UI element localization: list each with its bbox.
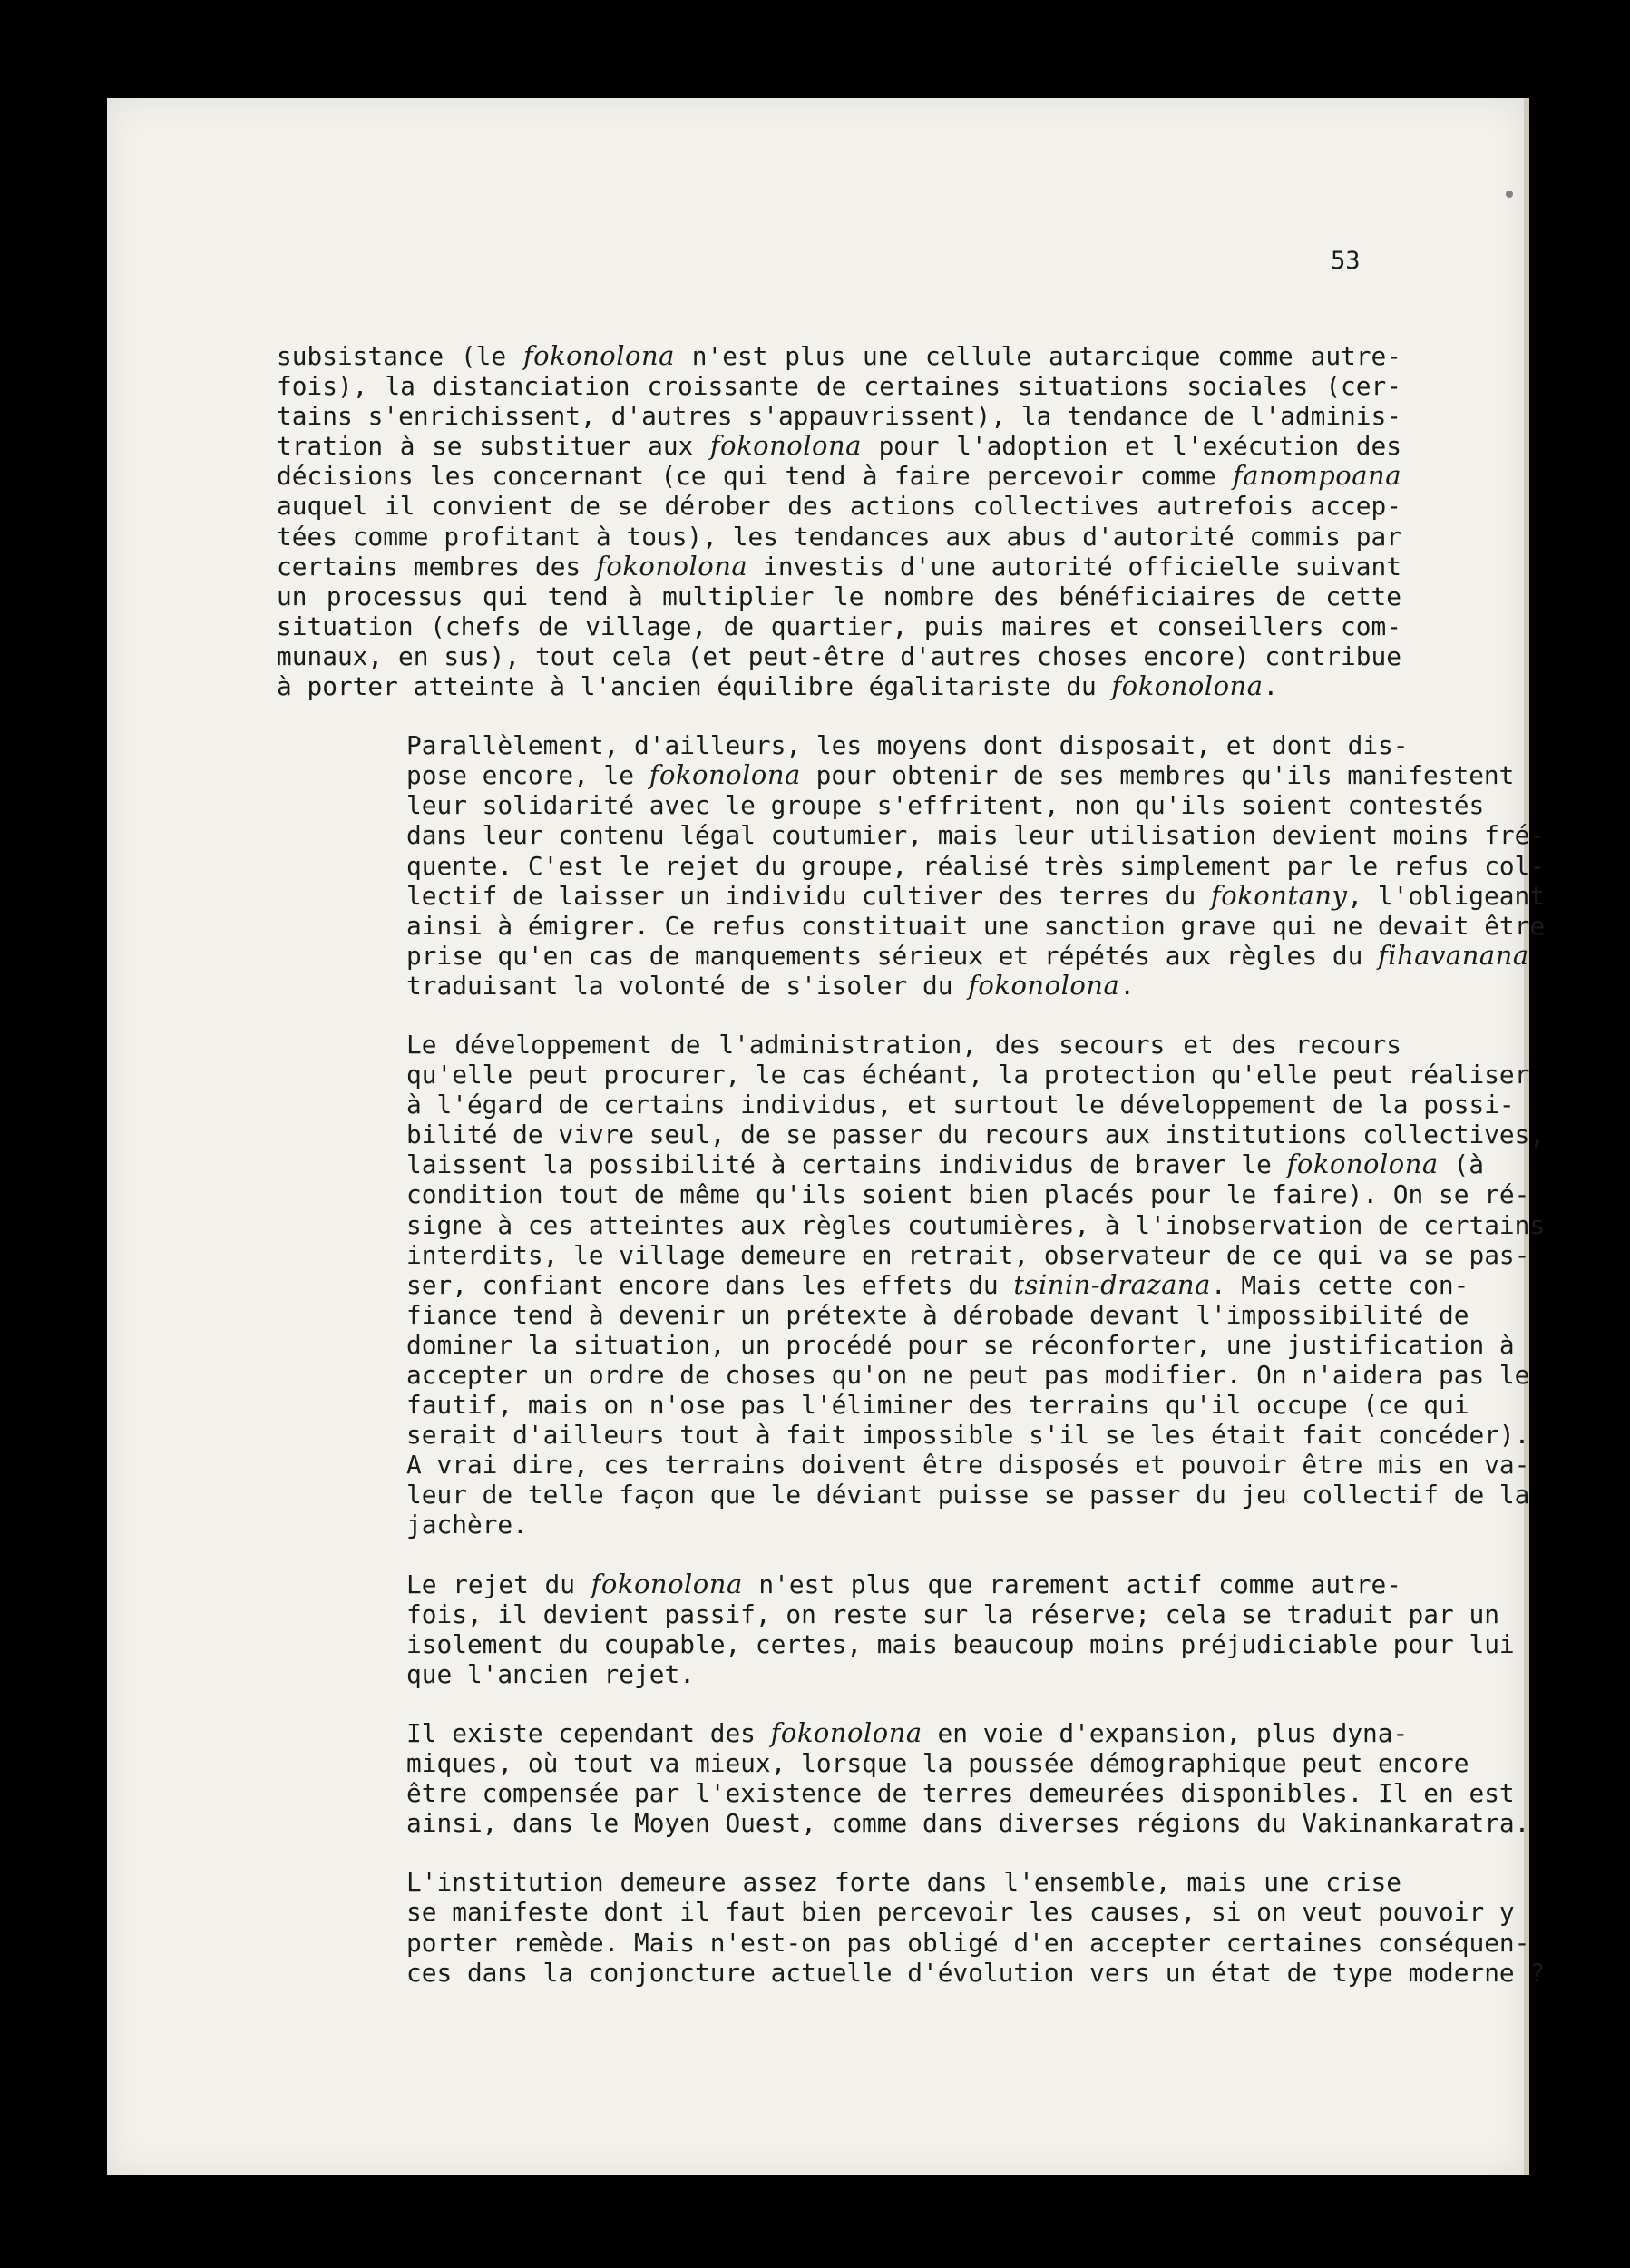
text-line: fois, il devient passif, on reste sur la réserve; cela se traduit par un [406, 1598, 1499, 1629]
text-line: un processus qui tend à multiplier le nombre des bénéficiaires de cette [277, 581, 1401, 611]
text-line: dominer la situation, un procédé pour se réconforter, une justification à [406, 1329, 1515, 1360]
italic-term: fokonolona [770, 1716, 922, 1748]
text-line: à l'égard de certains individus, et surtout le développement de la possi- [406, 1090, 1515, 1120]
text-line: L'institution demeure assez forte dans l'ensemble, mais une crise [406, 1867, 1401, 1898]
paragraph [277, 341, 1401, 701]
paragraph [277, 730, 1546, 1001]
text-line: laissent la possibilité à certains individus de braver le fokonolona (à [406, 1149, 1484, 1180]
text-line: jachère. [406, 1510, 528, 1540]
text-line: interdits, le village demeure en retrait, observateur de ce qui va se pas- [406, 1239, 1530, 1270]
paragraph [277, 1867, 1546, 1988]
text-line: ces dans la conjoncture actuelle d'évolution vers un état de type moderne ? [406, 1957, 1546, 1988]
paragraph [277, 1568, 1515, 1689]
text-line: bilité de vivre seul, de se passer du recours aux institutions collectives, [406, 1119, 1546, 1150]
italic-term: fanompoana [1233, 460, 1401, 492]
text-line: miques, où tout va mieux, lorsque la poussée démographique peut encore [406, 1748, 1469, 1779]
text-line: tées comme profitant à tous), les tendances aux abus d'autorité commis par [277, 521, 1401, 552]
paragraph [277, 1716, 1530, 1839]
text-line: accepter un ordre de choses qu'on ne peut pas modifier. On n'aidera pas le [406, 1360, 1530, 1390]
text-line: certains membres des fokonolona investis d'une autorité officielle suivant [277, 550, 1401, 582]
text-line: auquel il convient de se dérober des actions collectives autrefois accep- [277, 491, 1401, 522]
text-line: fautif, mais on n'ose pas l'éliminer des terrains qu'il occupe (ce qui [406, 1390, 1469, 1421]
text-line: situation (chefs de village, de quartier, puis maires et conseillers com- [277, 611, 1401, 641]
text-line: signe à ces atteintes aux règles coutumières, à l'inobservation de certains [406, 1209, 1546, 1240]
text-line: décisions les concernant (ce qui tend à faire percevoir comme fanompoana [277, 460, 1401, 492]
text-line: à porter atteinte à l'ancien équilibre égalitariste du fokonolona. [277, 670, 1279, 702]
italic-term: fokonolona [596, 550, 748, 582]
italic-term: fokonolona [968, 969, 1120, 1001]
text-line: ainsi à émigrer. Ce refus constituait une sanction grave qui ne devait être [406, 910, 1546, 941]
text-line: Le développement de l'administration, des secours et des recours [406, 1029, 1401, 1060]
text-line: condition tout de même qu'ils soient bien placés pour le faire). On se ré- [406, 1179, 1530, 1210]
text-line: subsistance (le fokonolona n'est plus une cellule autarcique comme autre- [277, 340, 1401, 371]
text-line: dans leur contenu légal coutumier, mais leur utilisation devient moins fré- [406, 820, 1546, 851]
text-line: quente. C'est le rejet du groupe, réalisé très simplement par le refus col- [406, 850, 1546, 881]
paragraph [277, 1029, 1546, 1540]
italic-term: fokontany [1210, 879, 1348, 911]
text-line: que l'ancien rejet. [406, 1658, 695, 1689]
text-line: fois), la distanciation croissante de certaines situations sociales (cer- [277, 371, 1401, 402]
text-line: traduisant la volonté de s'isoler du fokonolona. [406, 969, 1136, 1001]
italic-term: tsinin-drazana [1013, 1268, 1211, 1300]
italic-term: fokonolona [522, 340, 675, 371]
text-line: Le rejet du fokonolona n'est plus que rarement actif comme autre- [406, 1568, 1401, 1599]
body-text [277, 340, 1546, 2017]
italic-term: fokonolona [591, 1568, 743, 1599]
text-line: ser, confiant encore dans les effets du tsinin-drazana. Mais cette con- [406, 1268, 1469, 1300]
text-line: ainsi, dans le Moyen Ouest, comme dans diverses régions du Vakinankaratra. [406, 1808, 1530, 1839]
text-line: A vrai dire, ces terrains doivent être disposés et pouvoir être mis en va- [406, 1450, 1530, 1481]
text-line: fiance tend à devenir un prétexte à dérobade devant l'impossibilité de [406, 1299, 1469, 1330]
italic-term: fokonolona [649, 759, 801, 791]
text-line: leur solidarité avec le groupe s'effritent, non qu'ils soient contestés [406, 790, 1485, 821]
text-line: qu'elle peut procurer, le cas échéant, la protection qu'elle peut réaliser [406, 1060, 1530, 1090]
text-line: pose encore, le fokonolona pour obtenir de ses membres qu'ils manifestent [406, 759, 1515, 791]
text-line: serait d'ailleurs tout à fait impossible s'il se les était fait concéder). [406, 1420, 1530, 1451]
text-line: Parallèlement, d'ailleurs, les moyens dont disposait, et dont dis- [406, 730, 1409, 761]
text-line: être compensée par l'existence de terres demeurées disponibles. Il en est [406, 1778, 1515, 1809]
text-line: Il existe cependant des fokonolona en voie d'expansion, plus dyna- [406, 1716, 1409, 1748]
text-line: prise qu'en cas de manquements sérieux et répétés aux règles du fihavanana [406, 939, 1529, 971]
text-line: tains s'enrichissent, d'autres s'appauvrissent), la tendance de l'adminis- [277, 401, 1401, 432]
italic-term: fihavanana [1378, 939, 1529, 971]
text-line: tration à se substituer aux fokonolona pour l'adoption et l'exécution des [277, 430, 1401, 462]
italic-term: fokonolona [709, 430, 862, 462]
text-line: munaux, en sus), tout cela (et peut-être d'autres choses encore) contribue [277, 640, 1401, 671]
dust-speck [1506, 191, 1513, 198]
page-number: 53 [1331, 247, 1361, 275]
text-line: lectif de laisser un individu cultiver des terres du fokontany, l'obligeant [406, 879, 1545, 911]
text-line: leur de telle façon que le déviant puisse se passer du jeu collectif de la [406, 1480, 1530, 1510]
italic-term: fokonolona [1286, 1149, 1439, 1180]
italic-term: fokonolona [1111, 670, 1264, 702]
text-line: isolement du coupable, certes, mais beaucoup moins préjudiciable pour lui [406, 1628, 1515, 1659]
text-line: se manifeste dont il faut bien percevoir les causes, si on veut pouvoir y [406, 1897, 1515, 1928]
text-line: porter remède. Mais n'est-on pas obligé d'en accepter certaines conséquen- [406, 1927, 1530, 1958]
